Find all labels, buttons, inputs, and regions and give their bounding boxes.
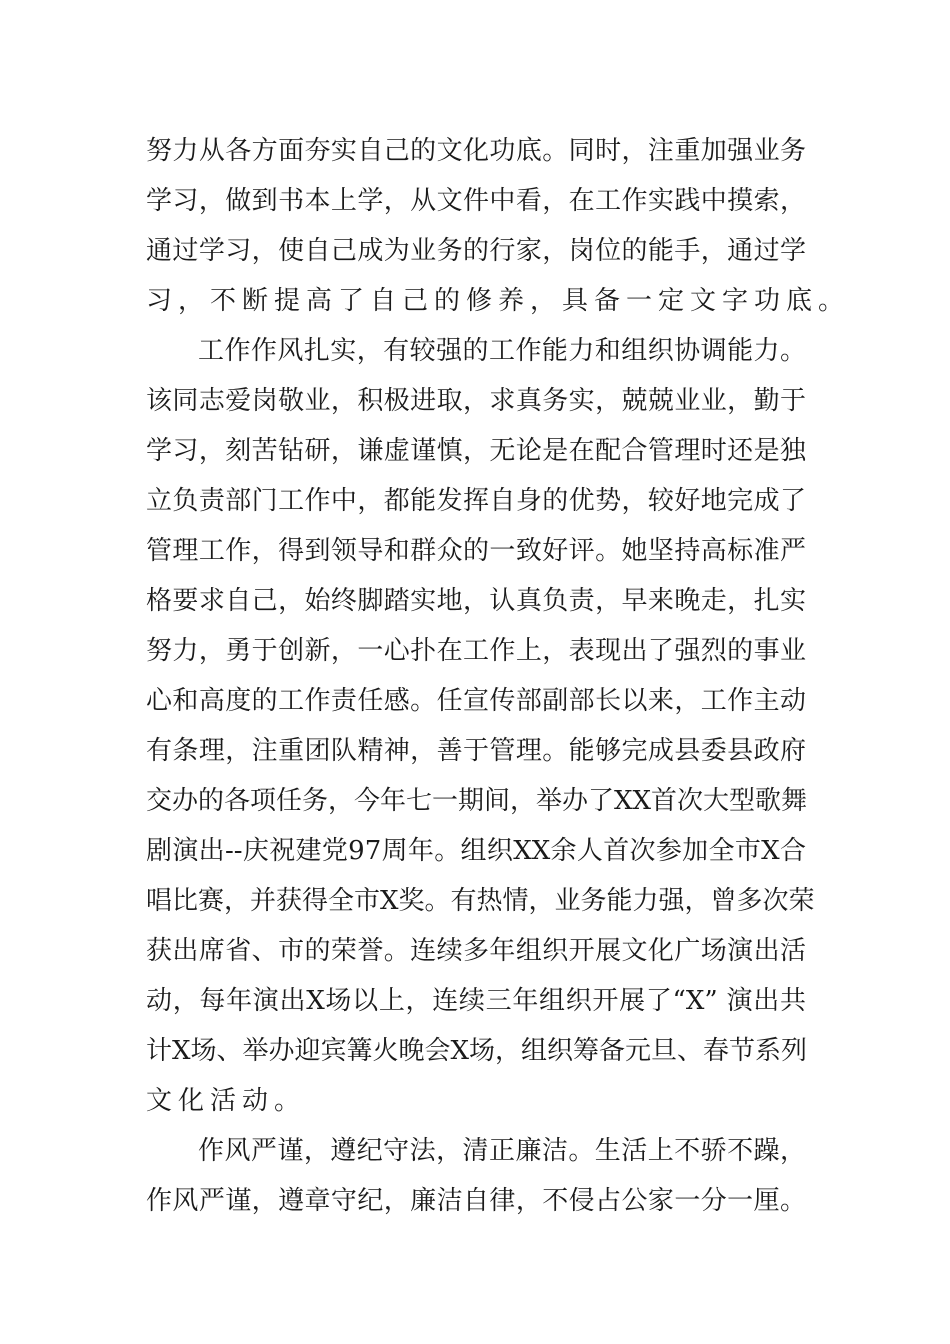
paragraph-first-line: 作风严谨，遵纪守法，清正廉洁。生活上不骄不躁， bbox=[198, 1136, 806, 1166]
text-line: 格要求自己，始终脚踏实地，认真负责，早来晚走，扎实 bbox=[146, 586, 806, 616]
paragraph-first-line: 工作作风扎实，有较强的工作能力和组织协调能力。 bbox=[198, 336, 806, 366]
text-line: 管理工作，得到领导和群众的一致好评。她坚持高标准严 bbox=[146, 536, 806, 566]
text-line: 该同志爱岗敬业，积极进取，求真务实，兢兢业业，勤于 bbox=[146, 386, 806, 416]
text-line: 唱比赛，并获得全市X奖。有热情，业务能力强，曾多次荣 bbox=[146, 886, 815, 916]
text-line: 心和高度的工作责任感。任宣传部副部长以来，工作主动 bbox=[146, 686, 806, 716]
text-line: 交办的各项任务，今年七一期间，举办了XX首次大型歌舞 bbox=[146, 786, 808, 816]
text-line: 作风严谨，遵章守纪，廉洁自律，不侵占公家一分一厘。 bbox=[146, 1186, 806, 1216]
text-line: 文化活动。 bbox=[146, 1086, 307, 1116]
text-line: 有条理，注重团队精神，善于管理。能够完成县委县政府 bbox=[146, 736, 806, 766]
text-line: 努力从各方面夯实自己的文化功底。同时，注重加强业务 bbox=[146, 136, 806, 166]
text-line: 学习，做到书本上学，从文件中看，在工作实践中摸索， bbox=[146, 186, 806, 216]
text-line: 努力，勇于创新，一心扑在工作上，表现出了强烈的事业 bbox=[146, 636, 806, 666]
text-line: 习，不断提高了自己的修养，具备一定文字功底。 bbox=[146, 286, 851, 316]
text-line: 立负责部门工作中，都能发挥自身的优势，较好地完成了 bbox=[146, 486, 806, 516]
text-line: 获出席省、市的荣誉。连续多年组织开展文化广场演出活 bbox=[146, 936, 806, 966]
text-line: 动，每年演出X场以上，连续三年组织开展了“X” 演出共 bbox=[146, 986, 806, 1016]
text-line: 通过学习，使自己成为业务的行家，岗位的能手，通过学 bbox=[146, 236, 806, 266]
text-line: 计X场、举办迎宾篝火晚会X场，组织筹备元旦、春节系列 bbox=[146, 1036, 808, 1066]
text-line: 学习，刻苦钻研，谦虚谨慎，无论是在配合管理时还是独 bbox=[146, 436, 806, 466]
text-line: 剧演出--庆祝建党97周年。组织XX余人首次参加全市X合 bbox=[146, 836, 806, 866]
